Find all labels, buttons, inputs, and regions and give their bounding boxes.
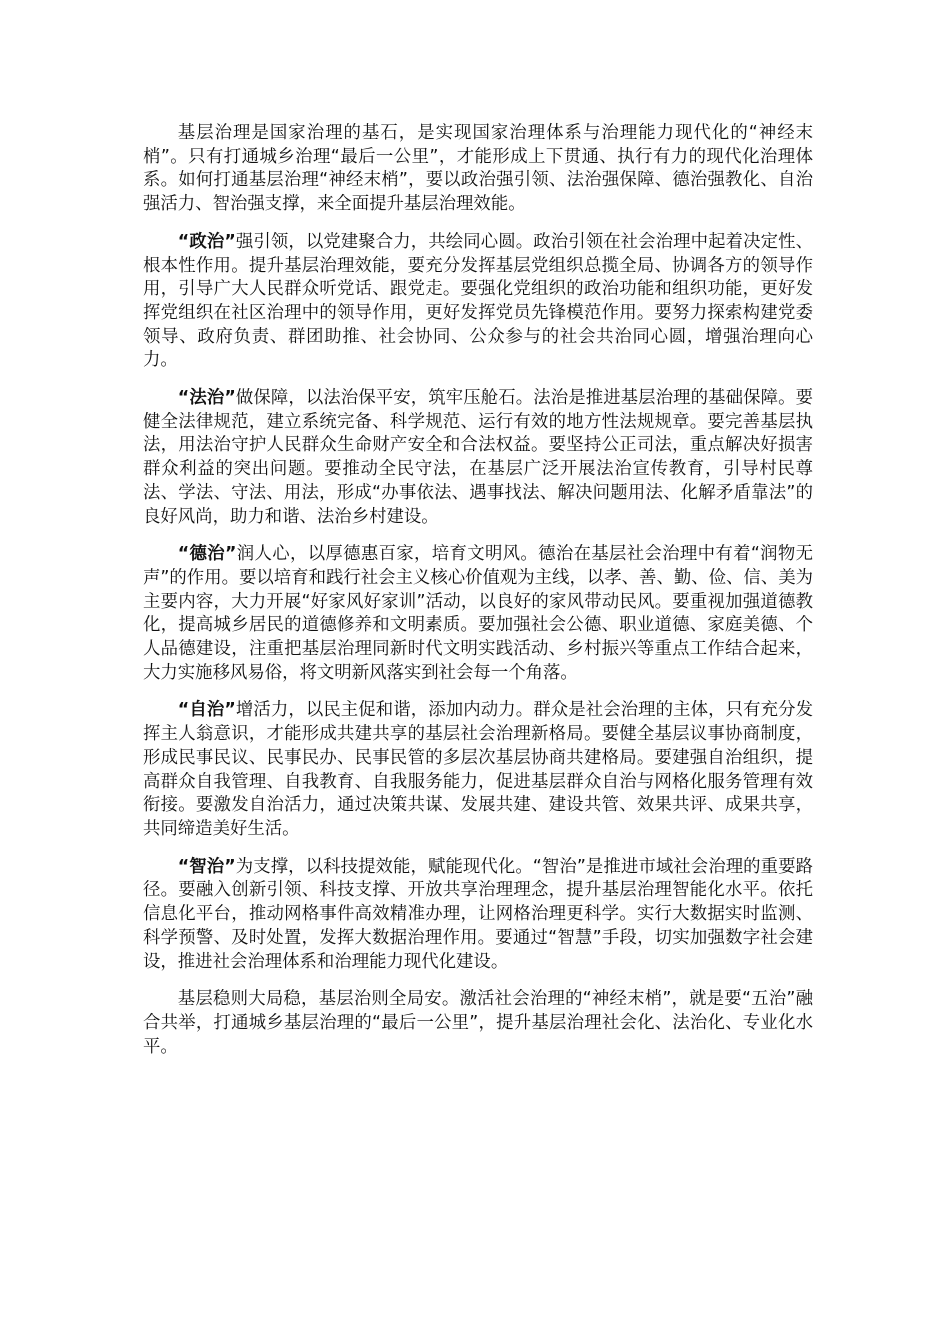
section-autonomy-body: 增活力，以民主促和谐，添加内动力。群众是社会治理的主体，只有充分发挥主人翁意识，才能形成共建共享的基层社会治理新格局。要健全基层议事协商制度，形成民事民议、民事民办、民事民管的多层次基层协商共建格局。要建强自治组织，提高群众自我管理、自我教育、自我服务能力，促进基层群众自治与网格化服务管理有效衔接。要激发自治活力，通过决策共谋、发展共建、建设共管、效果共评、成果共享，共同缔造美好生活。: [143, 700, 813, 839]
section-virtue-lead: “德治”: [177, 544, 237, 565]
section-virtue-body: 润人心，以厚德惠百家，培育文明风。德治在基层社会治理中有着“润物无声”的作用。要以培育和践行社会主义核心价值观为主线，以孝、善、勤、俭、信、美为主要内容，大力开展“好家风好家训”活动，以良好的家风带动民风。要重视加强道德教化，提高城乡居民的道德修养和文明素质。要加强社会公德、职业道德、家庭美德、个人品德建设，注重把基层治理同新时代文明实践活动、乡村振兴等重点工作结合起来，大力实施移风易俗，将文明新风落实到社会每一个角落。: [143, 544, 814, 683]
section-smart-paragraph: [143, 856, 813, 975]
section-autonomy-paragraph: [143, 699, 813, 841]
intro-paragraph: 基层治理是国家治理的基石，是实现国家治理体系与治理能力现代化的“神经末梢”。只有打通城乡治理“最后一公里”，才能形成上下贯通、执行有力的现代化治理体系。如何打通基层治理“神经末梢”，要以政治强引领、法治强保障、德治强教化、自治强活力、智治强支撑，来全面提升基层治理效能。: [143, 123, 813, 215]
conclusion-paragraph: 基层稳则大局稳，基层治则全局安。激活社会治理的“神经末梢”，就是要“五治”融合共举，打通城乡基层治理的“最后一公里”，提升基层治理社会化、法治化、专业化水平。: [143, 989, 813, 1057]
section-smart-body: 为支撑，以科技提效能，赋能现代化。“智治”是推进市域社会治理的重要路径。要融入创新引领、科技支撑、开放共享治理理念，提升基层治理智能化水平。依托信息化平台，推动网格事件高效精准办理，让网格治理更科学。实行大数据实时监测、科学预警、及时处置，发挥大数据治理作用。要通过“智慧”手段，切实加强数字社会建设，推进社会治理体系和治理能力现代化建设。: [143, 856, 813, 972]
section-politics-body: 强引领，以党建聚合力，共绘同心圆。政治引领在社会治理中起着决定性、根本性作用。提升基层治理效能，要充分发挥基层党组织总揽全局、协调各方的领导作用，引导广大人民群众听党话、跟党走。要强化党组织的政治功能和组织功能，更好发挥党组织在社区治理中的领导作用，更好发挥党员先锋模范作用。要努力探索构建党委领导、政府负责、群团助推、社会协同、公众参与的社会共治同心圆，增强治理向心力。: [143, 231, 813, 371]
section-smart-lead: “智治”: [177, 856, 236, 877]
section-rule-of-law-body: 做保障，以法治保平安，筑牢压舱石。法治是推进基层治理的基础保障。要健全法律规范，建立系统完备、科学规范、运行有效的地方性法规规章。要完善基层执法，用法治守护人民群众生命财产安全和合法权益。要坚持公正司法，重点解决好损害群众利益的突出问题。要推动全民守法，在基层广泛开展法治宣传教育，引导村民尊法、学法、守法、用法，形成“办事依法、遇事找法、解决问题用法、化解矛盾靠法”的良好风尚，助力和谐、法治乡村建设。: [143, 388, 813, 527]
section-rule-of-law-lead: “法治”: [177, 388, 236, 409]
section-rule-of-law-paragraph: [143, 387, 813, 529]
section-autonomy-lead: “自治”: [177, 700, 236, 721]
section-politics-lead: “政治”: [177, 231, 236, 252]
document-body: [143, 122, 813, 1073]
section-politics-paragraph: [143, 231, 813, 373]
section-virtue-paragraph: [143, 543, 813, 685]
